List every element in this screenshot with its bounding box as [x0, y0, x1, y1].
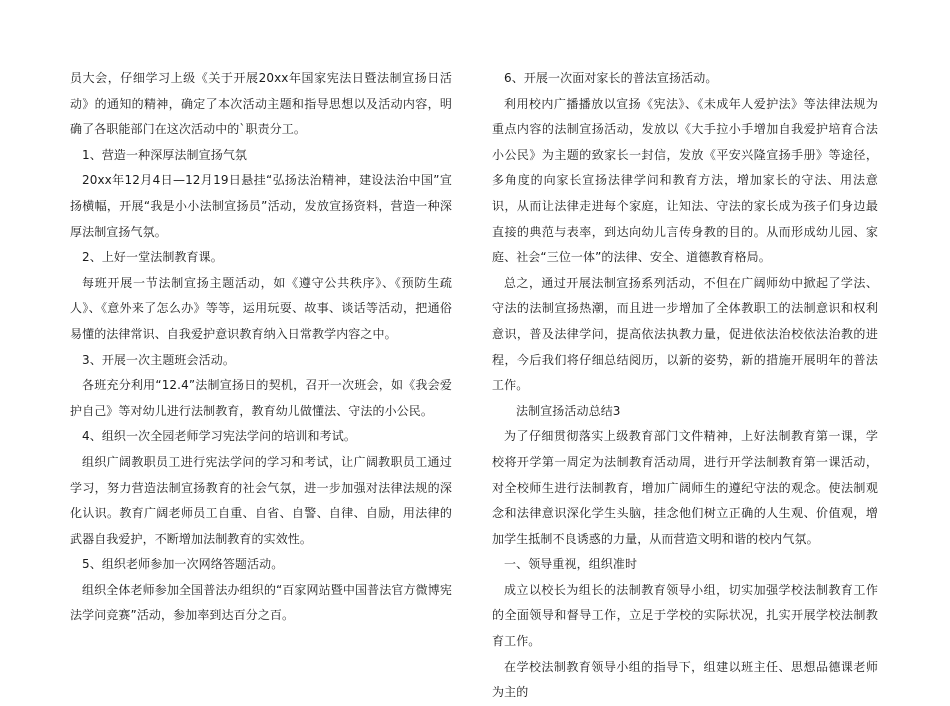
- paragraph: 20xx年12月4日—12月19日悬挂“弘扬法治精神，建设法治中国”宣扬横幅，开展“我是小小法制宣扬员”活动，发放宣扬资料，营造一种深厚法制宣扬气氛。: [70, 173, 452, 239]
- section-heading: 一、领导重视，组织准时: [504, 557, 638, 572]
- right-column: [492, 66, 878, 706]
- document-subtitle: 法制宣扬活动总结3: [516, 403, 621, 418]
- paragraph: 在学校法制教育领导小组的指导下，组建以班主任、思想品德课老师为主的: [492, 659, 878, 700]
- paragraph: 为了仔细贯彻落实上级教育部门文件精神，上好法制教育第一课，学校将开学第一周定为法制教育活动周，进行开学法制教育第一课活动，对全校师生进行法制教育，增加广阔师生的遵纪守法的观念。使法制观念和法律意识深化学生头脑，挂念他们树立正确的人生观、价值观，增加学生抵制不良诱惑的力量，从而营造文明和谐的校内气氛。: [492, 429, 878, 546]
- left-column: [70, 66, 452, 629]
- section-heading: 3、开展一次主题班会活动。: [82, 352, 235, 367]
- paragraph: 组织全体老师参加全国普法办组织的“百家网站暨中国普法官方微博宪法学问竞赛”活动，参加率到达百分之百。: [70, 582, 452, 623]
- paragraph: 成立以校长为组长的法制教育领导小组，切实加强学校法制教育工作的全面领导和督导工作，立足于学校的实际状况，扎实开展学校法制教育工作。: [492, 582, 878, 649]
- paragraph: 总之，通过开展法制宣扬系列活动，不但在广阔师幼中掀起了学法、守法的法制宣扬热潮，而且进一步增加了全体教职工的法制意识和权利意识，普及法律学问，提高依法执教力量，促进依法治校依法治教的进程，今后我们将仔细总结阅历，以新的姿势，新的措施开展明年的普法工作。: [492, 275, 878, 393]
- paragraph: 利用校内广播播放以宣扬《宪法》、《未成年人爱护法》等法律法规为重点内容的法制宣扬活动，发放以《大手拉小手增加自我爱护培育合法小公民》为主题的致家长一封信，发放《平安兴隆宣扬手册》等途径，多角度的向家长宣扬法律学问和教育方法，增加家长的守法、用法意识，从而让法律走进每个家庭，让知法、守法的家长成为孩子们身边最直接的典范与表率，到达向幼儿言传身教的目的。从而形成幼儿园、家庭、社会“三位一体”的法律、安全、道德教育格局。: [492, 96, 878, 265]
- section-heading: 1、营造一种深厚法制宣扬气氛: [82, 147, 248, 162]
- section-heading: 5、组织老师参加一次网络答题活动。: [82, 557, 284, 572]
- paragraph: 组织广阔教职员工进行宪法学问的学习和考试，让广阔教职员工通过学习，努力营造法制宣扬教育的社会气氛，进一步加强对法律法规的深化认识。教育广阔老师员工自重、自省、自警、自律、自励，用法律的武器自我爱护，不断增加法制教育的实效性。: [70, 454, 452, 546]
- section-heading: 2、上好一堂法制教育课。: [82, 250, 223, 265]
- section-heading: 4、组织一次全园老师学习宪法学问的培训和考试。: [82, 429, 356, 444]
- paragraph: 每班开展一节法制宣扬主题活动，如《遵守公共秩序》、《预防生疏人》、《意外来了怎么办》等等，运用玩耍、故事、谈话等活动，把通俗易懂的法律常识、自我爱护意识教育纳入日常教学内容之中。: [70, 275, 452, 341]
- paragraph: 员大会，仔细学习上级《关于开展20xx年国家宪法日暨法制宣扬日活动》的通知的精神，确定了本次活动主题和指导思想以及活动内容，明确了各职能部门在这次活动中的`职责分工。: [70, 71, 452, 137]
- section-heading: 6、开展一次面对家长的普法宣扬活动。: [504, 71, 718, 85]
- paragraph: 各班充分利用“12.4”法制宣扬日的契机，召开一次班会，如《我会爱护自己》等对幼儿进行法制教育，教育幼儿做懂法、守法的小公民。: [70, 378, 452, 418]
